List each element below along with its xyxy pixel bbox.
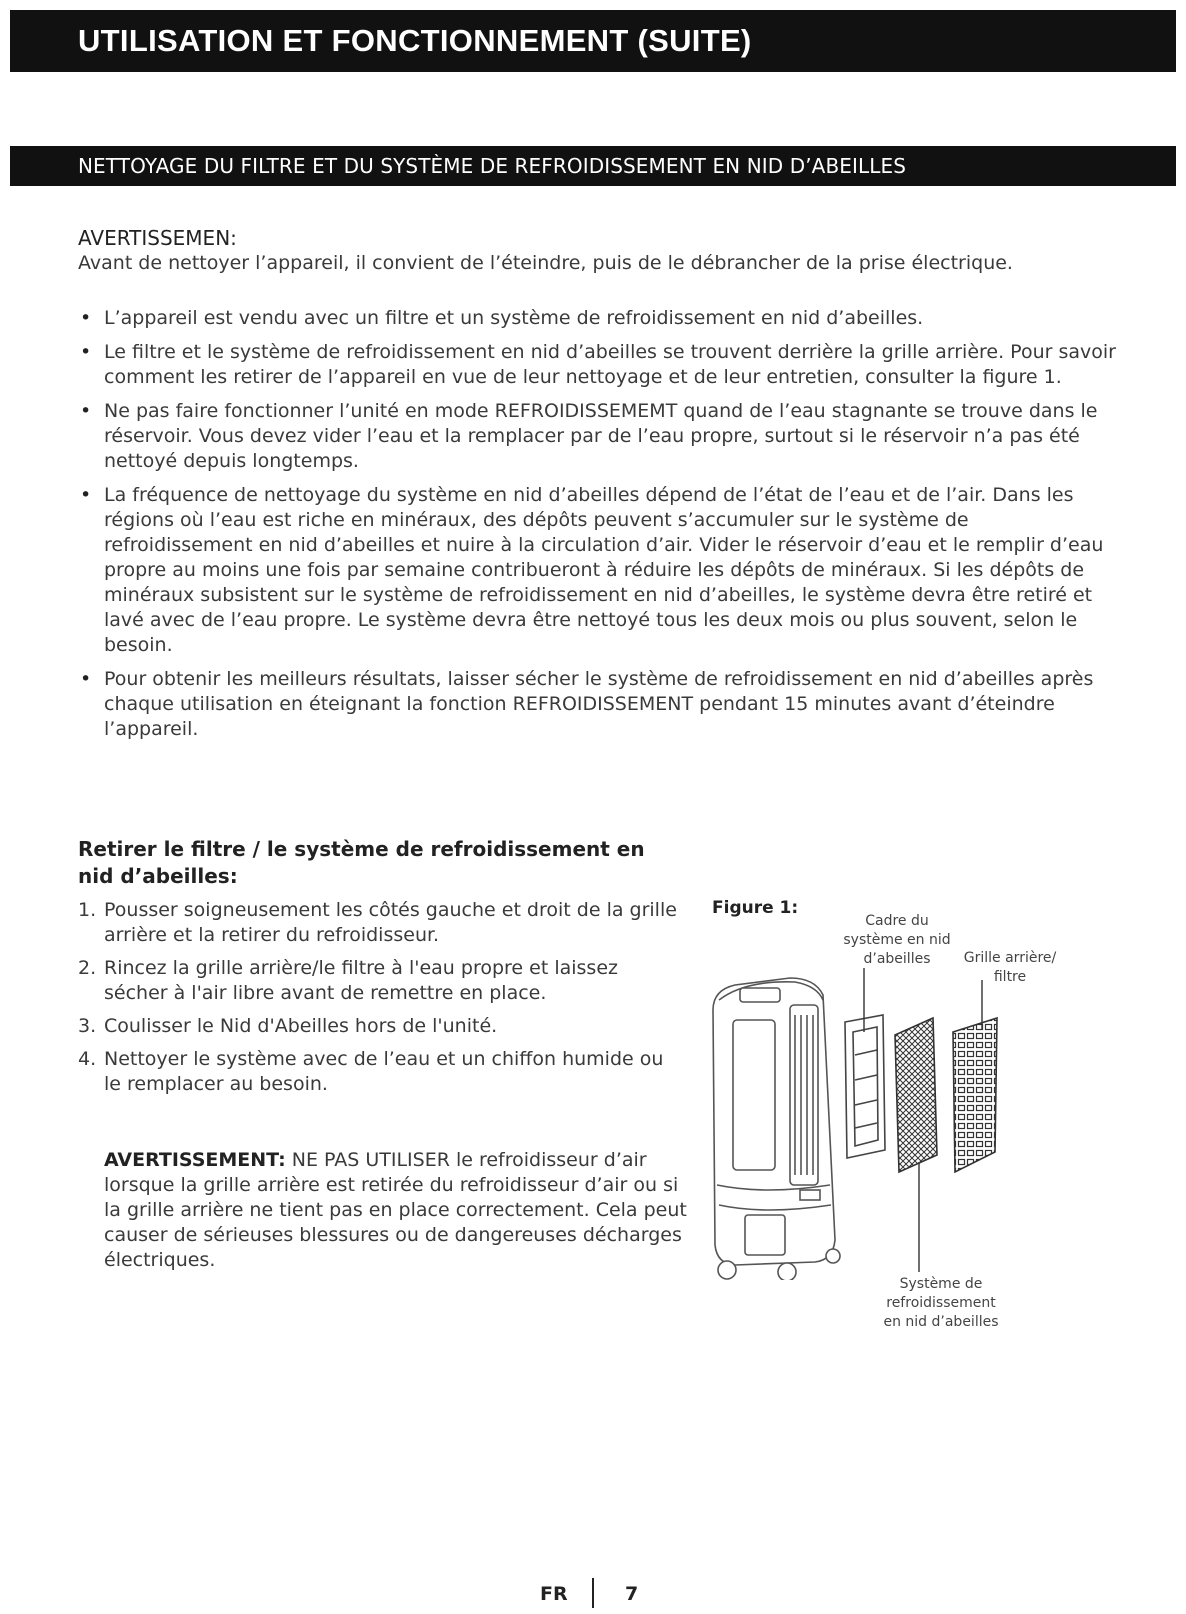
step-number: 3. <box>78 1015 97 1037</box>
warning-text: Avant de nettoyer l’appareil, il convient de l’éteindre, puis de le débrancher de la prise électrique. <box>78 252 1013 274</box>
step-number: 4. <box>78 1048 97 1070</box>
page-number: 7 <box>625 1583 639 1605</box>
footer-divider <box>592 1578 594 1608</box>
info-bullet-list <box>78 306 1118 751</box>
bullet-item: • Pour obtenir les meilleurs résultats, laisser sécher le système de refroidissement en nid d’abeilles après chaque utilisation en éteignant la fonction REFROIDISSEMENT pendant 15 minutes avant d’éteindre l’appareil. <box>78 667 1118 742</box>
callout-grille: Grille arrière/ filtre <box>963 950 1057 985</box>
bullet-item: • L’appareil est vendu avec un filtre et un système de refroidissement en nid d’abeilles. <box>78 306 1118 331</box>
figure-label: Figure 1: <box>712 898 799 918</box>
honeycomb-pad <box>895 1018 937 1172</box>
removal-steps-list <box>78 898 678 1105</box>
step-item <box>78 898 678 948</box>
page-title-bar <box>10 10 1176 72</box>
section-header-bar <box>10 146 1176 186</box>
step-number: 1. <box>78 899 97 921</box>
callout-frame: Cadre du système en nid d’abeilles <box>843 913 951 967</box>
footer-language: FR <box>540 1583 568 1605</box>
honeycomb-frame <box>845 1015 885 1158</box>
bullet-item: • La fréquence de nettoyage du système en nid d’abeilles dépend de l’état de l’eau et de l’air. Dans les régions où l’eau est riche en minéraux, des dépôts peuvent s’accumuler sur le système de refroidissement en nid d’abeilles et nuire à la circulation d’air. Vider le réservoir d’eau et le remplir d’eau propre au moins une fois par semaine contribueront à réduire les dépôts de minéraux. Si les dépôts de minéraux subsistent sur le système de refroidissement en nid d’abeilles, le système devra être retiré et lavé avec de l’eau propre. Le système devra être nettoyé tous les deux mois ou plus souvent, selon le besoin. <box>78 483 1118 658</box>
removal-warning-label: AVERTISSEMENT: <box>104 1149 286 1171</box>
bullet-item: • Le filtre et le système de refroidissement en nid d’abeilles se trouvent derrière la grille arrière. Pour savoir comment les retirer de l’appareil en vue de leur nettoyage et de leur entretien, consulter la figure 1. <box>78 340 1118 390</box>
bullet-item: • Ne pas faire fonctionner l’unité en mode REFROIDISSEMEMT quand de l’eau stagnante se trouve dans le réservoir. Vous devez vider l’eau et la remplacer par de l’eau propre, surtout si le réservoir n’a pas été nettoyé depuis longtemps. <box>78 399 1118 474</box>
step-number: 2. <box>78 957 97 979</box>
step-text: Pousser soigneusement les côtés gauche et droit de la grille arrière et la retirer du refroidisseur. <box>104 899 677 946</box>
removal-warning-text: NE PAS UTILISER le refroidisseur d’air lorsque la grille arrière est retirée du refroidisseur d’air ou si la grille arrière ne tient pas en place correctement. Cela peut causer de sérieuses blessures ou de dangereuses décharges électriques. <box>104 1149 687 1271</box>
cooler-body <box>713 978 840 1280</box>
step-text: Rincez la grille arrière/le filtre à l'eau propre et laissez sécher à l'air libre avant de remettre en place. <box>104 957 618 1004</box>
removal-heading: Retirer le filtre / le système de refroidissement en nid d’abeilles: <box>78 837 645 888</box>
air-cooler-exploded-diagram <box>705 960 1035 1280</box>
step-item <box>78 1014 678 1039</box>
section-title: NETTOYAGE DU FILTRE ET DU SYSTÈME DE REFROIDISSEMENT EN NID D’ABEILLES <box>78 154 907 178</box>
page-title: UTILISATION ET FONCTIONNEMENT (SUITE) <box>78 23 752 58</box>
callout-honeycomb: Système de refroidissement en nid d’abeilles <box>883 1276 999 1330</box>
step-item <box>78 1047 678 1097</box>
step-text: Coulisser le Nid d'Abeilles hors de l'unité. <box>104 1015 498 1037</box>
step-text: Nettoyer le système avec de l’eau et un chiffon humide ou le remplacer au besoin. <box>104 1048 664 1095</box>
warning-heading: AVERTISSEMEN: <box>78 226 237 250</box>
step-item <box>78 956 678 1006</box>
rear-grille <box>953 1018 997 1172</box>
removal-warning <box>104 1148 694 1273</box>
